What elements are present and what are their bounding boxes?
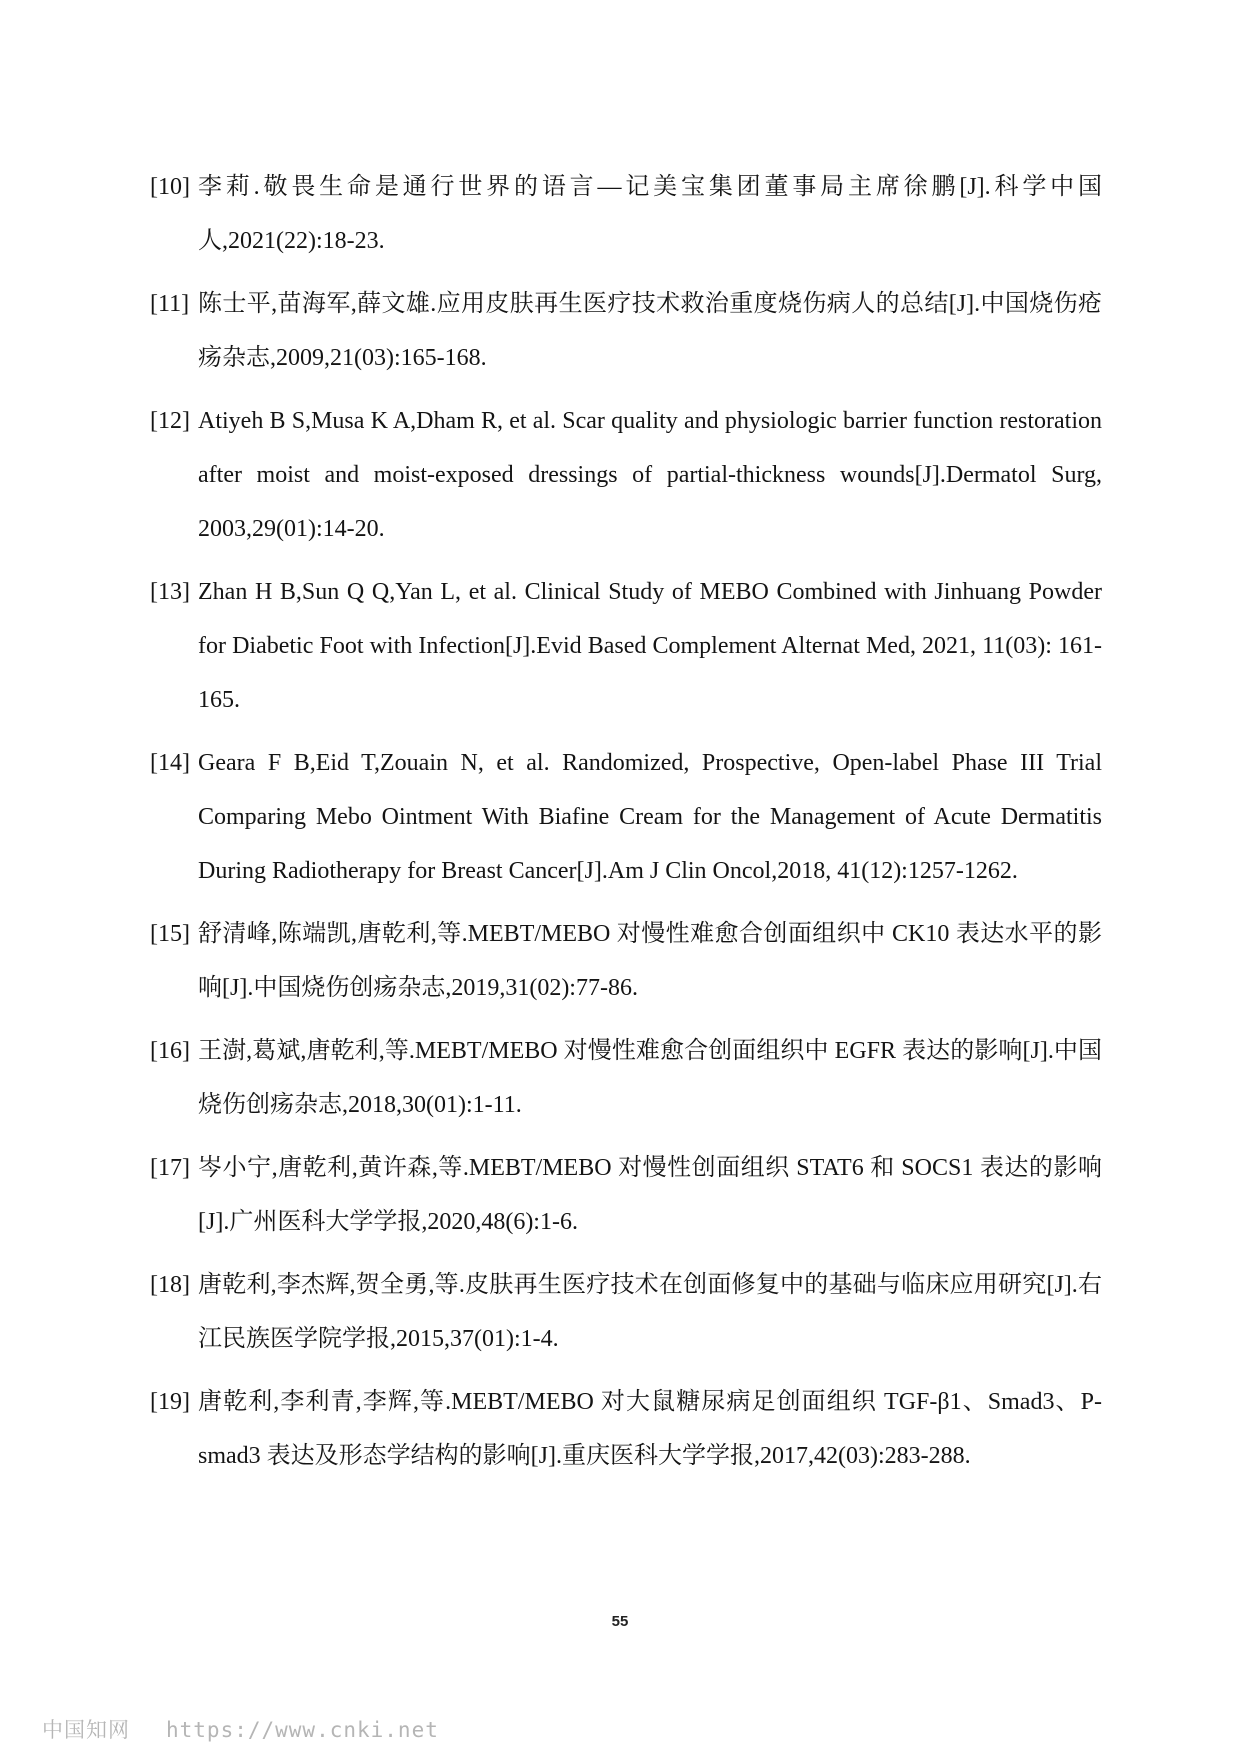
- reference-text: 李莉.敬畏生命是通行世界的语言—记美宝集团董事局主席徐鹏[J].科学中国人,2021(22):18-23.: [198, 174, 1102, 254]
- reference-item: [150, 394, 1102, 556]
- cnki-watermark: [42, 1714, 439, 1744]
- reference-number: [10]: [150, 174, 190, 200]
- watermark-name: 中国知网: [42, 1718, 130, 1742]
- watermark-url: https://www.cnki.net: [166, 1718, 439, 1742]
- reference-item: [150, 1024, 1102, 1132]
- reference-text: 岑小宁,唐乾利,黄许森,等.MEBT/MEBO 对慢性创面组织 STAT6 和 SOCS1 表达的影响[J].广州医科大学学报,2020,48(6):1-6.: [198, 1155, 1102, 1235]
- reference-text: 王澍,葛斌,唐乾利,等.MEBT/MEBO 对慢性难愈合创面组织中 EGFR 表达的影响[J].中国烧伤创疡杂志,2018,30(01):1-11.: [198, 1038, 1102, 1118]
- reference-item: [150, 160, 1102, 268]
- reference-number: [12]: [150, 408, 190, 434]
- reference-item: [150, 1258, 1102, 1366]
- reference-list: [150, 160, 1102, 1492]
- reference-text: Atiyeh B S,Musa K A,Dham R, et al. Scar quality and physiologic barrier function restoration after moist and moist-exposed dressings of partial-thickness wounds[J].Dermatol Surg, 2003,29(01):14-20.: [198, 408, 1102, 542]
- reference-item: [150, 1141, 1102, 1249]
- reference-text: Zhan H B,Sun Q Q,Yan L, et al. Clinical Study of MEBO Combined with Jinhuang Powder for Diabetic Foot with Infection[J].Evid Based Complement Alternat Med, 2021, 11(03): 161-165.: [198, 579, 1102, 713]
- reference-text: 唐乾利,李杰辉,贺全勇,等.皮肤再生医疗技术在创面修复中的基础与临床应用研究[J].右江民族医学院学报,2015,37(01):1-4.: [198, 1272, 1102, 1352]
- reference-number: [18]: [150, 1272, 190, 1298]
- reference-item: [150, 1375, 1102, 1483]
- reference-number: [15]: [150, 921, 190, 947]
- reference-number: [17]: [150, 1155, 190, 1181]
- reference-item: [150, 277, 1102, 385]
- reference-text: 舒清峰,陈端凯,唐乾利,等.MEBT/MEBO 对慢性难愈合创面组织中 CK10 表达水平的影响[J].中国烧伤创疡杂志,2019,31(02):77-86.: [198, 921, 1102, 1001]
- reference-number: [16]: [150, 1038, 190, 1064]
- reference-number: [13]: [150, 579, 190, 605]
- reference-item: [150, 736, 1102, 898]
- reference-number: [19]: [150, 1389, 190, 1415]
- reference-number: [14]: [150, 750, 190, 776]
- reference-number: [11]: [150, 291, 190, 317]
- reference-text: 唐乾利,李利青,李辉,等.MEBT/MEBO 对大鼠糖尿病足创面组织 TGF-β1、Smad3、P-smad3 表达及形态学结构的影响[J].重庆医科大学学报,2017,42(03):283-288.: [198, 1389, 1102, 1469]
- reference-item: [150, 565, 1102, 727]
- reference-text: 陈士平,苗海军,薛文雄.应用皮肤再生医疗技术救治重度烧伤病人的总结[J].中国烧伤疮疡杂志,2009,21(03):165-168.: [198, 291, 1102, 371]
- page-number: 55: [611, 1613, 629, 1630]
- reference-item: [150, 907, 1102, 1015]
- reference-text: Geara F B,Eid T,Zouain N, et al. Randomized, Prospective, Open-label Phase III Trial Comparing Mebo Ointment With Biafine Cream for the Management of Acute Dermatitis During Radiotherapy for Breast Cancer[J].Am J Clin Oncol,2018, 41(12):1257-1262.: [198, 750, 1102, 884]
